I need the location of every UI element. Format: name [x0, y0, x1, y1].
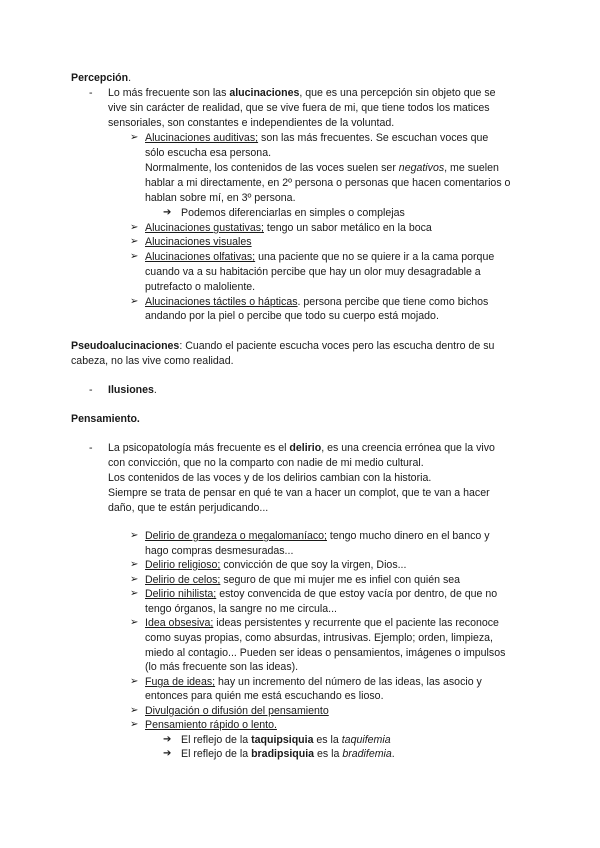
arrow-bullet-icon: ➢ — [130, 676, 139, 687]
dash-bullet: - — [89, 384, 93, 396]
pseudoalucinaciones-line2: cabeza, no las vive como realidad. — [71, 355, 234, 367]
pseudoalucinaciones-line1: Pseudoalucinaciones: Cuando el paciente escucha voces pero las escucha dentro de su — [71, 340, 495, 352]
ilusiones-item: Ilusiones. — [108, 384, 157, 396]
pensamiento-rapido-lento: Pensamiento rápido o lento. — [145, 719, 277, 731]
alucinaciones-olfativas-line3: putrefacto o maloliente. — [145, 281, 256, 293]
arrow-bullet-icon: ➢ — [130, 588, 139, 599]
fuga-ideas-line2: entonces para quién me está escuchando es lioso. — [145, 690, 384, 702]
pensamiento-intro-line2: con convicción, que no la comparto con nadie de mi medio cultural. — [108, 457, 424, 469]
percepcion-intro-line2: vive sin carácter de realidad, que se vive fuera de mi, que tiene todos los matices — [108, 102, 490, 114]
alucinaciones-tactiles-line1: Alucinaciones táctiles o hápticas. persona percibe que tiene como bichos — [145, 296, 489, 308]
arrow-bullet-icon: ➢ — [130, 719, 139, 730]
arrow-bullet-icon: ➢ — [130, 222, 139, 233]
arrow-bullet-icon: ➢ — [130, 132, 139, 143]
delirio-grandeza-line2: hago compras desmesuradas... — [145, 545, 294, 557]
pensamiento-intro-line5: daño, que te están perjudicando... — [108, 502, 269, 514]
section-heading-pensamiento: Pensamiento. — [71, 413, 140, 425]
arrow-bullet-icon: ➢ — [130, 559, 139, 570]
arrow-bullet-icon: ➢ — [130, 236, 139, 247]
pensamiento-intro-line3: Los contenidos de las voces y de los delirios cambian con la historia. — [108, 472, 432, 484]
section-heading-percepcion: Percepción. — [71, 72, 132, 84]
alucinaciones-olfativas-line2: cuando va a su habitación percibe que hay un olor muy desagradable a — [145, 266, 481, 278]
idea-obsesiva-line1: Idea obsesiva; ideas persistentes y recurrente que el paciente las reconoce — [145, 617, 499, 629]
alucinaciones-auditivas-line2: sólo escucha esa persona. — [145, 147, 272, 159]
arrow-bullet-icon: ➢ — [130, 574, 139, 585]
delirio-celos: Delirio de celos; seguro de que mi mujer me es infiel con quién sea — [145, 574, 461, 586]
delirio-nihilista-line2: tengo órganos, la sangre no me circula... — [145, 603, 337, 615]
alucinaciones-auditivas-line5: hablan sobre mí, en 3º persona. — [145, 192, 296, 204]
alucinaciones-gustativas: Alucinaciones gustativas; tengo un sabor metálico en la boca — [145, 222, 432, 234]
taquipsiquia-subpoint: El reflejo de la taquipsiquia es la taquifemia — [181, 734, 391, 746]
sub-arrow-icon: ➔ — [163, 734, 172, 745]
divulgacion-pensamiento: Divulgación o difusión del pensamiento — [145, 705, 329, 717]
dash-bullet: - — [89, 442, 93, 454]
idea-obsesiva-line3: miedo al contagio... Pueden ser ideas o pensamientos, imágenes o impulsos — [145, 647, 506, 659]
alucinaciones-olfativas-line1: Alucinaciones olfativas; una paciente que no se quiere ir a la cama porque — [145, 251, 495, 263]
percepcion-intro-line1: Lo más frecuente son las alucinaciones, que es una percepción sin objeto que se — [108, 87, 496, 99]
delirio-religioso: Delirio religioso; convicción de que soy la virgen, Dios... — [145, 559, 407, 571]
fuga-ideas-line1: Fuga de ideas; hay un incremento del número de las ideas, las asocio y — [145, 676, 482, 688]
sub-arrow-icon: ➔ — [163, 748, 172, 759]
arrow-bullet-icon: ➢ — [130, 705, 139, 716]
percepcion-intro-line3: sensoriales, son constantes e independientes de la voluntad. — [108, 117, 395, 129]
alucinaciones-tactiles-line2: andando por la piel o percibe que todo su cuerpo está mojado. — [145, 310, 439, 322]
arrow-bullet-icon: ➢ — [130, 251, 139, 262]
bradipsiquia-subpoint: El reflejo de la bradipsiquia es la bradifemia. — [181, 748, 395, 760]
delirio-nihilista-line1: Delirio nihilista; estoy convencida de que estoy vacía por dentro, de que no — [145, 588, 498, 600]
pensamiento-intro-line1: La psicopatología más frecuente es el delirio, es una creencia errónea que la vivo — [108, 442, 495, 454]
auditivas-subpoint: Podemos diferenciarlas en simples o complejas — [181, 207, 405, 219]
alucinaciones-auditivas-line3: Normalmente, los contenidos de las voces suelen ser negativos, me suelen — [145, 162, 499, 174]
arrow-bullet-icon: ➢ — [130, 617, 139, 628]
arrow-bullet-icon: ➢ — [130, 296, 139, 307]
alucinaciones-auditivas-line1: Alucinaciones auditivas; son las más frecuentes. Se escuchan voces que — [145, 132, 489, 144]
idea-obsesiva-line4: (lo más frecuente son las ideas). — [145, 661, 299, 673]
sub-arrow-icon: ➔ — [163, 207, 172, 218]
alucinaciones-visuales: Alucinaciones visuales — [145, 236, 252, 248]
delirio-grandeza-line1: Delirio de grandeza o megalomaníaco; tengo mucho dinero en el banco y — [145, 530, 490, 542]
idea-obsesiva-line2: como suyas propias, como absurdas, intrusivas. Ejemplo; orden, limpieza, — [145, 632, 493, 644]
dash-bullet: - — [89, 87, 93, 99]
alucinaciones-auditivas-line4: hablar a mi directamente, en 2º persona o personas que hacen comentarios o — [145, 177, 511, 189]
pensamiento-intro-line4: Siempre se trata de pensar en qué te van a hacer un complot, que te van a hacer — [108, 487, 490, 499]
arrow-bullet-icon: ➢ — [130, 530, 139, 541]
